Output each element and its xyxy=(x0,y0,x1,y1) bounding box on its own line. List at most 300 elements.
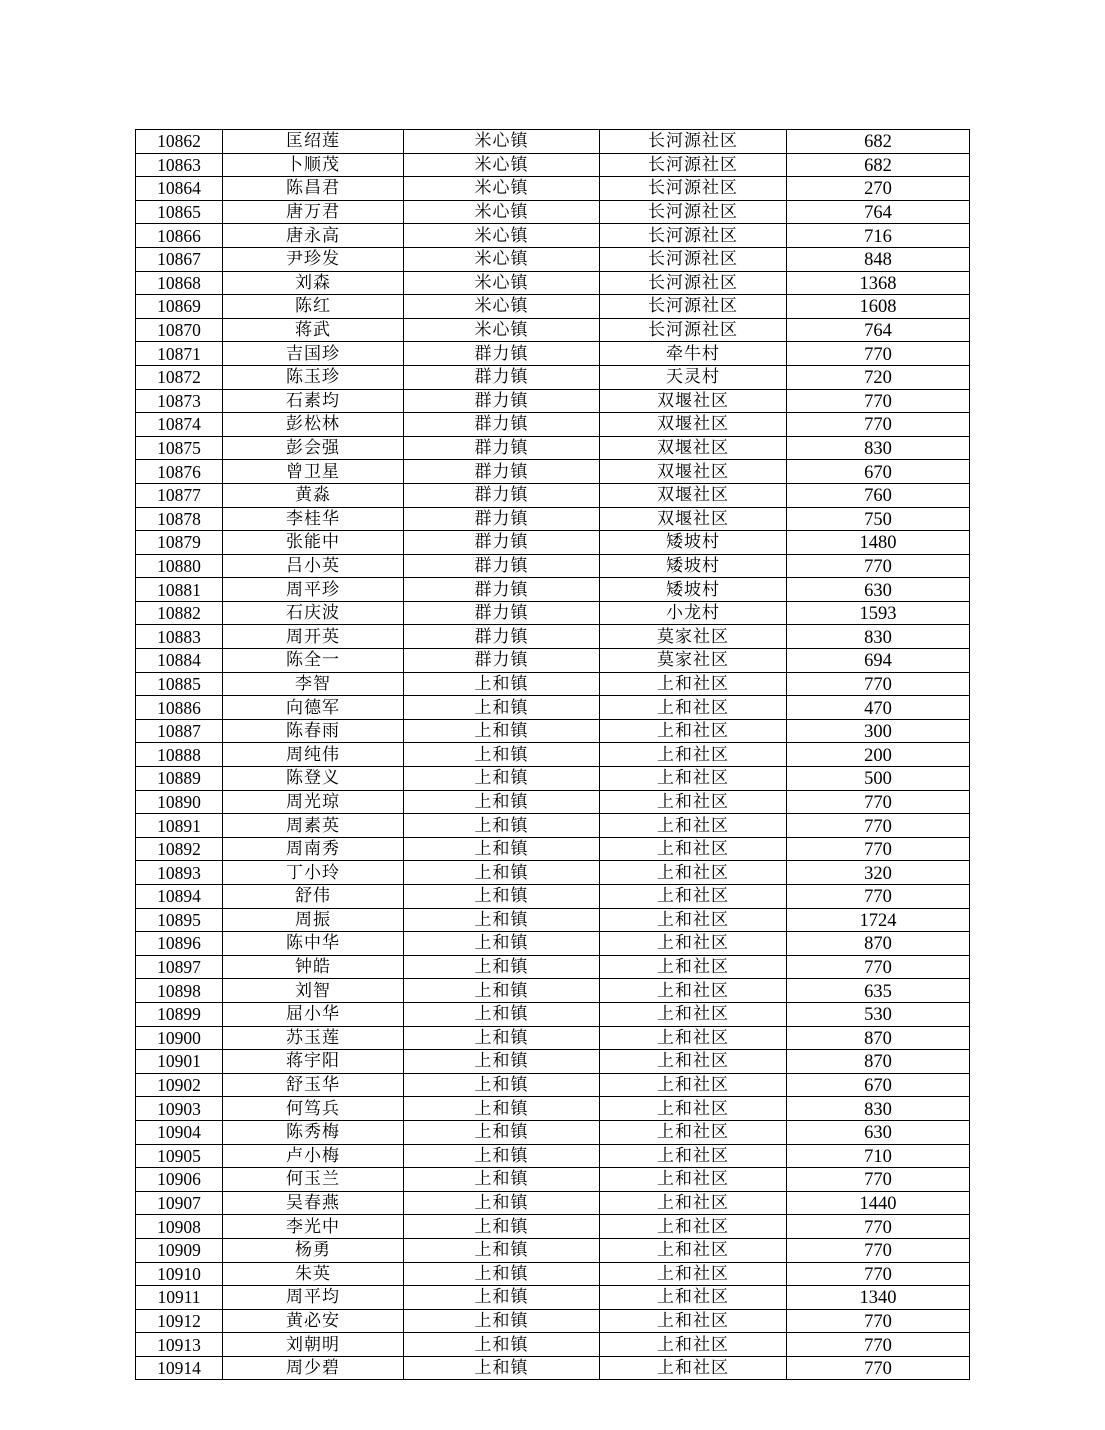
name-cell: 陈全一 xyxy=(223,649,404,673)
row-number-cell: 10886 xyxy=(136,696,223,720)
table-row xyxy=(136,908,970,932)
row-number-cell: 10863 xyxy=(136,153,223,177)
amount-cell: 670 xyxy=(787,1073,970,1097)
row-number-cell: 10895 xyxy=(136,908,223,932)
row-number-cell: 10871 xyxy=(136,342,223,366)
amount-cell: 500 xyxy=(787,767,970,791)
town-cell: 米心镇 xyxy=(404,271,600,295)
community-cell: 上和社区 xyxy=(600,1238,787,1262)
town-cell: 上和镇 xyxy=(404,1002,600,1026)
amount-cell: 770 xyxy=(787,413,970,437)
name-cell: 刘森 xyxy=(223,271,404,295)
town-cell: 上和镇 xyxy=(404,743,600,767)
town-cell: 上和镇 xyxy=(404,1097,600,1121)
name-cell: 吴春燕 xyxy=(223,1191,404,1215)
row-number-cell: 10906 xyxy=(136,1168,223,1192)
table-row xyxy=(136,1168,970,1192)
town-cell: 群力镇 xyxy=(404,531,600,555)
amount-cell: 770 xyxy=(787,1333,970,1357)
name-cell: 李桂华 xyxy=(223,507,404,531)
row-number-cell: 10872 xyxy=(136,365,223,389)
row-number-cell: 10903 xyxy=(136,1097,223,1121)
row-number-cell: 10884 xyxy=(136,649,223,673)
name-cell: 石素均 xyxy=(223,389,404,413)
table-row xyxy=(136,767,970,791)
row-number-cell: 10867 xyxy=(136,247,223,271)
amount-cell: 770 xyxy=(787,790,970,814)
name-cell: 杨勇 xyxy=(223,1238,404,1262)
town-cell: 上和镇 xyxy=(404,837,600,861)
name-cell: 周平均 xyxy=(223,1286,404,1310)
row-number-cell: 10892 xyxy=(136,837,223,861)
community-cell: 上和社区 xyxy=(600,1026,787,1050)
community-cell: 双堰社区 xyxy=(600,460,787,484)
table-row xyxy=(136,413,970,437)
town-cell: 上和镇 xyxy=(404,767,600,791)
town-cell: 上和镇 xyxy=(404,1333,600,1357)
town-cell: 上和镇 xyxy=(404,861,600,885)
community-cell: 上和社区 xyxy=(600,1191,787,1215)
town-cell: 群力镇 xyxy=(404,389,600,413)
table-row xyxy=(136,625,970,649)
amount-cell: 870 xyxy=(787,1050,970,1074)
row-number-cell: 10874 xyxy=(136,413,223,437)
town-cell: 群力镇 xyxy=(404,342,600,366)
town-cell: 上和镇 xyxy=(404,1356,600,1380)
name-cell: 钟皓 xyxy=(223,955,404,979)
table-row xyxy=(136,814,970,838)
town-cell: 群力镇 xyxy=(404,483,600,507)
name-cell: 屈小华 xyxy=(223,1002,404,1026)
table-row xyxy=(136,1215,970,1239)
name-cell: 向德军 xyxy=(223,696,404,720)
amount-cell: 770 xyxy=(787,837,970,861)
community-cell: 长河源社区 xyxy=(600,153,787,177)
table-row xyxy=(136,318,970,342)
community-cell: 上和社区 xyxy=(600,861,787,885)
name-cell: 曾卫星 xyxy=(223,460,404,484)
community-cell: 上和社区 xyxy=(600,743,787,767)
row-number-cell: 10897 xyxy=(136,955,223,979)
community-cell: 上和社区 xyxy=(600,1333,787,1357)
town-cell: 米心镇 xyxy=(404,200,600,224)
table-row xyxy=(136,130,970,154)
row-number-cell: 10914 xyxy=(136,1356,223,1380)
amount-cell: 848 xyxy=(787,247,970,271)
table-row xyxy=(136,554,970,578)
town-cell: 上和镇 xyxy=(404,790,600,814)
row-number-cell: 10881 xyxy=(136,578,223,602)
row-number-cell: 10898 xyxy=(136,979,223,1003)
community-cell: 上和社区 xyxy=(600,955,787,979)
table-row xyxy=(136,932,970,956)
table-row xyxy=(136,1050,970,1074)
row-number-cell: 10890 xyxy=(136,790,223,814)
table-row xyxy=(136,1144,970,1168)
amount-cell: 670 xyxy=(787,460,970,484)
community-cell: 矮坡村 xyxy=(600,578,787,602)
town-cell: 上和镇 xyxy=(404,1144,600,1168)
name-cell: 苏玉莲 xyxy=(223,1026,404,1050)
name-cell: 陈玉珍 xyxy=(223,365,404,389)
table-row xyxy=(136,389,970,413)
community-cell: 长河源社区 xyxy=(600,130,787,154)
row-number-cell: 10908 xyxy=(136,1215,223,1239)
row-number-cell: 10911 xyxy=(136,1286,223,1310)
town-cell: 上和镇 xyxy=(404,885,600,909)
community-cell: 矮坡村 xyxy=(600,531,787,555)
town-cell: 上和镇 xyxy=(404,1286,600,1310)
row-number-cell: 10883 xyxy=(136,625,223,649)
name-cell: 周开英 xyxy=(223,625,404,649)
amount-cell: 870 xyxy=(787,1026,970,1050)
amount-cell: 870 xyxy=(787,932,970,956)
name-cell: 唐万君 xyxy=(223,200,404,224)
community-cell: 上和社区 xyxy=(600,767,787,791)
amount-cell: 1724 xyxy=(787,908,970,932)
name-cell: 唐永高 xyxy=(223,224,404,248)
name-cell: 陈中华 xyxy=(223,932,404,956)
amount-cell: 270 xyxy=(787,177,970,201)
town-cell: 米心镇 xyxy=(404,153,600,177)
community-cell: 上和社区 xyxy=(600,696,787,720)
name-cell: 周纯伟 xyxy=(223,743,404,767)
amount-cell: 710 xyxy=(787,1144,970,1168)
name-cell: 刘朝明 xyxy=(223,1333,404,1357)
amount-cell: 320 xyxy=(787,861,970,885)
table-row xyxy=(136,1356,970,1380)
community-cell: 长河源社区 xyxy=(600,200,787,224)
table-row xyxy=(136,696,970,720)
name-cell: 陈春雨 xyxy=(223,719,404,743)
community-cell: 双堰社区 xyxy=(600,413,787,437)
table-row xyxy=(136,507,970,531)
row-number-cell: 10901 xyxy=(136,1050,223,1074)
town-cell: 上和镇 xyxy=(404,1168,600,1192)
community-cell: 长河源社区 xyxy=(600,295,787,319)
amount-cell: 720 xyxy=(787,365,970,389)
amount-cell: 770 xyxy=(787,554,970,578)
row-number-cell: 10909 xyxy=(136,1238,223,1262)
amount-cell: 770 xyxy=(787,1238,970,1262)
row-number-cell: 10864 xyxy=(136,177,223,201)
town-cell: 群力镇 xyxy=(404,460,600,484)
town-cell: 米心镇 xyxy=(404,318,600,342)
amount-cell: 630 xyxy=(787,578,970,602)
row-number-cell: 10873 xyxy=(136,389,223,413)
community-cell: 双堰社区 xyxy=(600,436,787,460)
row-number-cell: 10891 xyxy=(136,814,223,838)
row-number-cell: 10876 xyxy=(136,460,223,484)
table-row xyxy=(136,885,970,909)
name-cell: 尹珍发 xyxy=(223,247,404,271)
row-number-cell: 10885 xyxy=(136,672,223,696)
row-number-cell: 10868 xyxy=(136,271,223,295)
community-cell: 天灵村 xyxy=(600,365,787,389)
table-row xyxy=(136,1120,970,1144)
town-cell: 群力镇 xyxy=(404,625,600,649)
table-row xyxy=(136,955,970,979)
name-cell: 李智 xyxy=(223,672,404,696)
amount-cell: 770 xyxy=(787,1262,970,1286)
community-cell: 上和社区 xyxy=(600,979,787,1003)
amount-cell: 694 xyxy=(787,649,970,673)
town-cell: 群力镇 xyxy=(404,578,600,602)
row-number-cell: 10894 xyxy=(136,885,223,909)
amount-cell: 200 xyxy=(787,743,970,767)
community-cell: 双堰社区 xyxy=(600,483,787,507)
community-cell: 上和社区 xyxy=(600,1144,787,1168)
amount-cell: 716 xyxy=(787,224,970,248)
table-row xyxy=(136,483,970,507)
community-cell: 上和社区 xyxy=(600,1309,787,1333)
town-cell: 上和镇 xyxy=(404,814,600,838)
amount-cell: 750 xyxy=(787,507,970,531)
amount-cell: 770 xyxy=(787,1168,970,1192)
town-cell: 群力镇 xyxy=(404,601,600,625)
town-cell: 上和镇 xyxy=(404,1191,600,1215)
community-cell: 上和社区 xyxy=(600,814,787,838)
amount-cell: 1593 xyxy=(787,601,970,625)
community-cell: 上和社区 xyxy=(600,1002,787,1026)
row-number-cell: 10910 xyxy=(136,1262,223,1286)
row-number-cell: 10905 xyxy=(136,1144,223,1168)
table-row xyxy=(136,790,970,814)
name-cell: 石庆波 xyxy=(223,601,404,625)
amount-cell: 630 xyxy=(787,1120,970,1144)
row-number-cell: 10900 xyxy=(136,1026,223,1050)
community-cell: 小龙村 xyxy=(600,601,787,625)
amount-cell: 830 xyxy=(787,625,970,649)
community-cell: 矮坡村 xyxy=(600,554,787,578)
row-number-cell: 10902 xyxy=(136,1073,223,1097)
community-cell: 莫家社区 xyxy=(600,625,787,649)
table-row xyxy=(136,672,970,696)
community-cell: 长河源社区 xyxy=(600,224,787,248)
row-number-cell: 10878 xyxy=(136,507,223,531)
town-cell: 上和镇 xyxy=(404,1026,600,1050)
community-cell: 上和社区 xyxy=(600,1073,787,1097)
table-row xyxy=(136,1026,970,1050)
name-cell: 吉国珍 xyxy=(223,342,404,366)
town-cell: 上和镇 xyxy=(404,1309,600,1333)
name-cell: 何笃兵 xyxy=(223,1097,404,1121)
town-cell: 群力镇 xyxy=(404,365,600,389)
name-cell: 蒋宇阳 xyxy=(223,1050,404,1074)
community-cell: 上和社区 xyxy=(600,885,787,909)
amount-cell: 764 xyxy=(787,318,970,342)
row-number-cell: 10869 xyxy=(136,295,223,319)
community-cell: 上和社区 xyxy=(600,932,787,956)
table-row xyxy=(136,177,970,201)
town-cell: 上和镇 xyxy=(404,1262,600,1286)
town-cell: 上和镇 xyxy=(404,672,600,696)
table-row xyxy=(136,649,970,673)
community-cell: 上和社区 xyxy=(600,1168,787,1192)
amount-cell: 635 xyxy=(787,979,970,1003)
table-row xyxy=(136,1002,970,1026)
name-cell: 匡绍莲 xyxy=(223,130,404,154)
table-row xyxy=(136,271,970,295)
community-cell: 上和社区 xyxy=(600,1215,787,1239)
row-number-cell: 10889 xyxy=(136,767,223,791)
amount-cell: 682 xyxy=(787,153,970,177)
table-row xyxy=(136,153,970,177)
name-cell: 周素英 xyxy=(223,814,404,838)
name-cell: 陈昌君 xyxy=(223,177,404,201)
town-cell: 上和镇 xyxy=(404,1050,600,1074)
name-cell: 彭会强 xyxy=(223,436,404,460)
row-number-cell: 10907 xyxy=(136,1191,223,1215)
name-cell: 周平珍 xyxy=(223,578,404,602)
community-cell: 上和社区 xyxy=(600,672,787,696)
town-cell: 上和镇 xyxy=(404,955,600,979)
community-cell: 双堰社区 xyxy=(600,389,787,413)
table-row xyxy=(136,578,970,602)
community-cell: 莫家社区 xyxy=(600,649,787,673)
community-cell: 上和社区 xyxy=(600,1262,787,1286)
table-row xyxy=(136,1262,970,1286)
table-row xyxy=(136,1309,970,1333)
table-row xyxy=(136,601,970,625)
table-row xyxy=(136,719,970,743)
amount-cell: 770 xyxy=(787,342,970,366)
town-cell: 上和镇 xyxy=(404,908,600,932)
table-row xyxy=(136,979,970,1003)
table-row xyxy=(136,743,970,767)
name-cell: 舒伟 xyxy=(223,885,404,909)
town-cell: 上和镇 xyxy=(404,719,600,743)
name-cell: 何玉兰 xyxy=(223,1168,404,1192)
community-cell: 上和社区 xyxy=(600,1120,787,1144)
name-cell: 周光琼 xyxy=(223,790,404,814)
name-cell: 陈登义 xyxy=(223,767,404,791)
amount-cell: 300 xyxy=(787,719,970,743)
amount-cell: 770 xyxy=(787,814,970,838)
table-row xyxy=(136,365,970,389)
community-cell: 长河源社区 xyxy=(600,318,787,342)
row-number-cell: 10882 xyxy=(136,601,223,625)
table-row xyxy=(136,861,970,885)
name-cell: 周南秀 xyxy=(223,837,404,861)
community-cell: 长河源社区 xyxy=(600,271,787,295)
town-cell: 米心镇 xyxy=(404,130,600,154)
row-number-cell: 10896 xyxy=(136,932,223,956)
town-cell: 上和镇 xyxy=(404,696,600,720)
table-row xyxy=(136,295,970,319)
name-cell: 卜顺茂 xyxy=(223,153,404,177)
name-cell: 彭松林 xyxy=(223,413,404,437)
town-cell: 米心镇 xyxy=(404,177,600,201)
name-cell: 张能中 xyxy=(223,531,404,555)
community-cell: 上和社区 xyxy=(600,1356,787,1380)
row-number-cell: 10880 xyxy=(136,554,223,578)
amount-cell: 1368 xyxy=(787,271,970,295)
table-row xyxy=(136,1073,970,1097)
amount-cell: 1440 xyxy=(787,1191,970,1215)
amount-cell: 760 xyxy=(787,483,970,507)
town-cell: 米心镇 xyxy=(404,247,600,271)
name-cell: 刘智 xyxy=(223,979,404,1003)
amount-cell: 682 xyxy=(787,130,970,154)
row-number-cell: 10865 xyxy=(136,200,223,224)
table-row xyxy=(136,837,970,861)
town-cell: 上和镇 xyxy=(404,979,600,1003)
table-row xyxy=(136,1333,970,1357)
community-cell: 上和社区 xyxy=(600,1097,787,1121)
table-row xyxy=(136,1238,970,1262)
row-number-cell: 10887 xyxy=(136,719,223,743)
data-table xyxy=(135,129,970,1380)
community-cell: 双堰社区 xyxy=(600,507,787,531)
community-cell: 牵牛村 xyxy=(600,342,787,366)
name-cell: 蒋武 xyxy=(223,318,404,342)
town-cell: 上和镇 xyxy=(404,1215,600,1239)
row-number-cell: 10866 xyxy=(136,224,223,248)
town-cell: 群力镇 xyxy=(404,554,600,578)
row-number-cell: 10912 xyxy=(136,1309,223,1333)
row-number-cell: 10888 xyxy=(136,743,223,767)
amount-cell: 830 xyxy=(787,1097,970,1121)
row-number-cell: 10893 xyxy=(136,861,223,885)
amount-cell: 770 xyxy=(787,1215,970,1239)
community-cell: 上和社区 xyxy=(600,1050,787,1074)
row-number-cell: 10913 xyxy=(136,1333,223,1357)
amount-cell: 470 xyxy=(787,696,970,720)
name-cell: 陈秀梅 xyxy=(223,1120,404,1144)
table-row xyxy=(136,531,970,555)
table-body xyxy=(136,130,970,1380)
town-cell: 上和镇 xyxy=(404,1073,600,1097)
amount-cell: 770 xyxy=(787,955,970,979)
community-cell: 上和社区 xyxy=(600,908,787,932)
town-cell: 米心镇 xyxy=(404,224,600,248)
name-cell: 黄淼 xyxy=(223,483,404,507)
town-cell: 上和镇 xyxy=(404,1120,600,1144)
name-cell: 吕小英 xyxy=(223,554,404,578)
table-row xyxy=(136,200,970,224)
town-cell: 米心镇 xyxy=(404,295,600,319)
name-cell: 陈红 xyxy=(223,295,404,319)
community-cell: 上和社区 xyxy=(600,790,787,814)
name-cell: 丁小玲 xyxy=(223,861,404,885)
name-cell: 黄必安 xyxy=(223,1309,404,1333)
table-row xyxy=(136,1191,970,1215)
town-cell: 群力镇 xyxy=(404,436,600,460)
amount-cell: 530 xyxy=(787,1002,970,1026)
table-row xyxy=(136,1286,970,1310)
table-row xyxy=(136,342,970,366)
amount-cell: 764 xyxy=(787,200,970,224)
row-number-cell: 10899 xyxy=(136,1002,223,1026)
amount-cell: 770 xyxy=(787,1309,970,1333)
name-cell: 朱英 xyxy=(223,1262,404,1286)
row-number-cell: 10904 xyxy=(136,1120,223,1144)
name-cell: 周少碧 xyxy=(223,1356,404,1380)
community-cell: 上和社区 xyxy=(600,837,787,861)
town-cell: 群力镇 xyxy=(404,413,600,437)
community-cell: 上和社区 xyxy=(600,719,787,743)
town-cell: 群力镇 xyxy=(404,649,600,673)
row-number-cell: 10862 xyxy=(136,130,223,154)
table-row xyxy=(136,224,970,248)
name-cell: 舒玉华 xyxy=(223,1073,404,1097)
name-cell: 周振 xyxy=(223,908,404,932)
table-row xyxy=(136,436,970,460)
community-cell: 长河源社区 xyxy=(600,247,787,271)
amount-cell: 770 xyxy=(787,672,970,696)
community-cell: 上和社区 xyxy=(600,1286,787,1310)
